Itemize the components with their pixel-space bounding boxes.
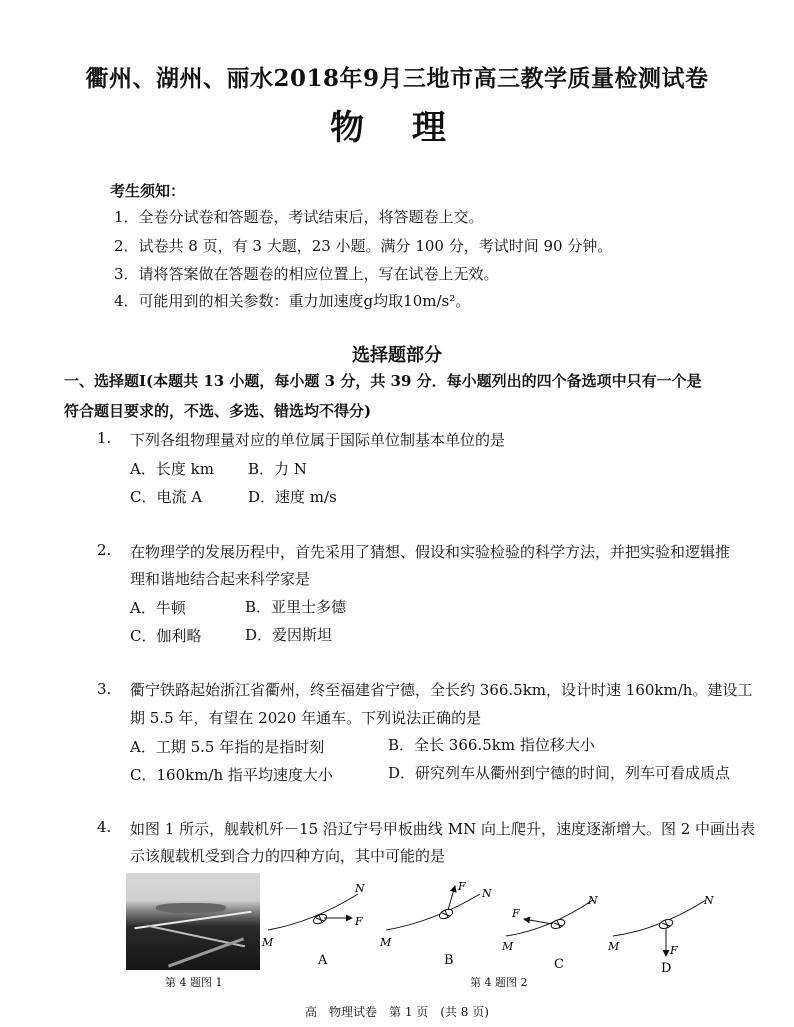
- label-m: M: [380, 936, 392, 949]
- diagram-c: [501, 894, 598, 972]
- option-b: B．亚里士多德: [245, 598, 347, 616]
- label-f: F: [458, 880, 466, 893]
- jet-icon: [312, 912, 328, 925]
- label-f: F: [355, 915, 363, 928]
- question-text: 如图 1 所示，舰载机歼－15 沿辽宁号甲板曲线 MN 向上爬升，速度逐渐增大。图 2 中画出表: [130, 820, 756, 838]
- question-number: 1.: [97, 429, 112, 447]
- option-a: A．工期 5.5 年指的是指时刻: [130, 738, 325, 756]
- part-instruction-line1: 一、选择题Ⅰ(本题共 13 小题，每小题 3 分，共 39 分．每小题列出的四个备选项中只有一个是: [64, 372, 702, 390]
- figure2-caption: 第 4 题图 2: [470, 976, 528, 989]
- label-n: N: [482, 887, 492, 900]
- choice-a-label: A: [318, 953, 328, 968]
- option-b: B．力 N: [248, 460, 307, 478]
- force-diagrams: [258, 872, 728, 980]
- label-f: F: [670, 944, 678, 957]
- label-f: F: [512, 907, 520, 920]
- option-a: A．长度 km: [130, 460, 214, 478]
- diagram-d: [607, 894, 714, 976]
- option-a: A．牛顿: [130, 599, 186, 617]
- option-c: C．电流 A: [130, 488, 203, 506]
- option-d: D．爱因斯坦: [245, 626, 333, 644]
- question-number: 4.: [97, 818, 112, 836]
- subject-title: 物 理: [330, 108, 464, 148]
- page-footer: 高 物理试卷 第 1 页 (共 8 页): [305, 1005, 489, 1019]
- label-n: N: [704, 894, 714, 907]
- question-text: 下列各组物理量对应的单位属于国际单位制基本单位的是: [130, 431, 506, 449]
- notice-item: 4．可能用到的相关参数：重力加速度g均取10m/s²。: [114, 292, 471, 310]
- exam-title: 衢州、湖州、丽水2018年9月三地市高三教学质量检测试卷: [85, 65, 709, 92]
- part-instruction-line2: 符合题目要求的，不选、多选、错选均不得分): [64, 402, 372, 420]
- jet-icon: [550, 918, 566, 930]
- choice-c-label: C: [554, 957, 564, 972]
- option-b: B．全长 366.5km 指位移大小: [388, 736, 595, 754]
- diagram-a: [261, 882, 365, 968]
- label-m: M: [502, 940, 514, 953]
- question-text: 衢宁铁路起始浙江省衢州，终至福建省宁德，全长约 366.5km，设计时速 160km/h。建设工: [130, 681, 753, 699]
- option-c: C．160km/h 指平均速度大小: [130, 766, 333, 784]
- question-number: 3.: [97, 680, 112, 698]
- label-n: N: [588, 894, 598, 907]
- question-text: 理和谐地结合起来科学家是: [130, 570, 311, 588]
- figure1-caption: 第 4 题图 1: [165, 976, 223, 989]
- diagram-b: [379, 880, 492, 968]
- notice-heading: 考生须知：: [110, 182, 186, 200]
- option-c: C．伽利略: [130, 627, 202, 645]
- label-n: N: [355, 882, 365, 895]
- notice-item: 3．请将答案做在答题卷的相应位置上，写在试卷上无效。: [114, 265, 499, 283]
- choice-b-label: B: [444, 953, 454, 968]
- option-d: D．速度 m/s: [248, 488, 337, 506]
- question-number: 2.: [97, 541, 112, 559]
- label-m: M: [262, 936, 274, 949]
- notice-item: 1．全卷分试卷和答题卷，考试结束后，将答题卷上交。: [114, 208, 484, 226]
- section-title: 选择题部分: [352, 345, 442, 366]
- choice-d-label: D: [661, 961, 672, 976]
- notice-item: 2．试卷共 8 页，有 3 大题，23 小题。满分 100 分，考试时间 90 分钟。: [114, 237, 613, 255]
- option-d: D．研究列车从衢州到宁德的时间，列车可看成质点: [388, 764, 731, 782]
- question-text: 期 5.5 年，有望在 2020 年通车。下列说法正确的是: [130, 709, 482, 727]
- question-text: 示该舰载机受到合力的四种方向，其中可能的是: [130, 847, 446, 865]
- question-text: 在物理学的发展历程中，首先采用了猜想、假设和实验检验的科学方法，并把实验和逻辑推: [130, 543, 731, 561]
- label-m: M: [608, 940, 620, 953]
- carrier-deck-photo: [126, 873, 260, 970]
